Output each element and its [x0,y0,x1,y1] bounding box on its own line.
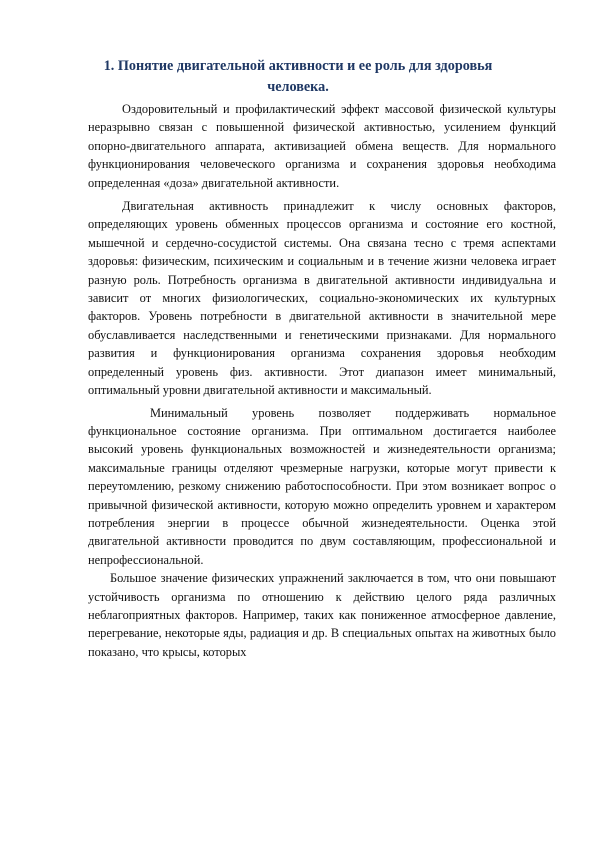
paragraph-4: Большое значение физических упражнений заключается в том, что они повышают устойчивость организма по отношению к действию целого ряда различных неблагоприятных факторов. Например, таких как пониженное атмосферное давление, перегревание, некоторые яды, радиация и др. В специальных опытах на животных было показано, что крысы, которых [88,571,556,659]
page-title: 1. Понятие двигательной активности и ее роль для здоровья человека. [103,58,493,95]
paragraph-3: Минимальный уровень позволяет поддерживать нормальное функциональное состояние организма. При оптимальном достигается наиболее высокий уровень функциональных возможностей и жизнедеятельности организма; максимальные границы отделяют чрезмерные нагрузки, которые могут привести к переутомлению, резкому снижению работоспособности. При этом возникает вопрос о привычной физической активности, которую можно определить уровнем и характером потребления энергии в процессе обычной жизнедеятельности. Оценка этой двигательной активности проводится по двум составляющим, профессиональной и непрофессиональной. [88,405,556,567]
paragraph-1: Оздоровительный и профилактический эффект массовой физической культуры неразрывно связан с повышенной физической активностью, усилением функций опорно-двигательного аппарата, активизацией обмена веществ. Для нормального функционирования человеческого организма и сохранения здоровья необходима определенная «доза» двигательной активности. [88,102,556,190]
paragraph-2: Двигательная активность принадлежит к числу основных факторов, определяющих уровень обменных процессов организма и состояние его костной, мышечной и сердечно-сосудистой системы. Она связана тесно с тремя аспектами здоровья: физическим, психическим и социальным и в течение жизни человека играет разную роль. Потребность организма в двигательной активности индивидуальна и зависит от многих физиологических, социально-экономических их культурных факторов. Уровень потребности в двигательной активности в значительной мере обуславливается наследственными и генетическими признаками. Для нормального развития и функционирования организма сохранения здоровья необходим определенный уровень физ. активности. Этот диапазон имеет минимальный, оптимальный уровни двигательной активности и максимальный. [88,199,556,398]
document-body [88,100,556,661]
